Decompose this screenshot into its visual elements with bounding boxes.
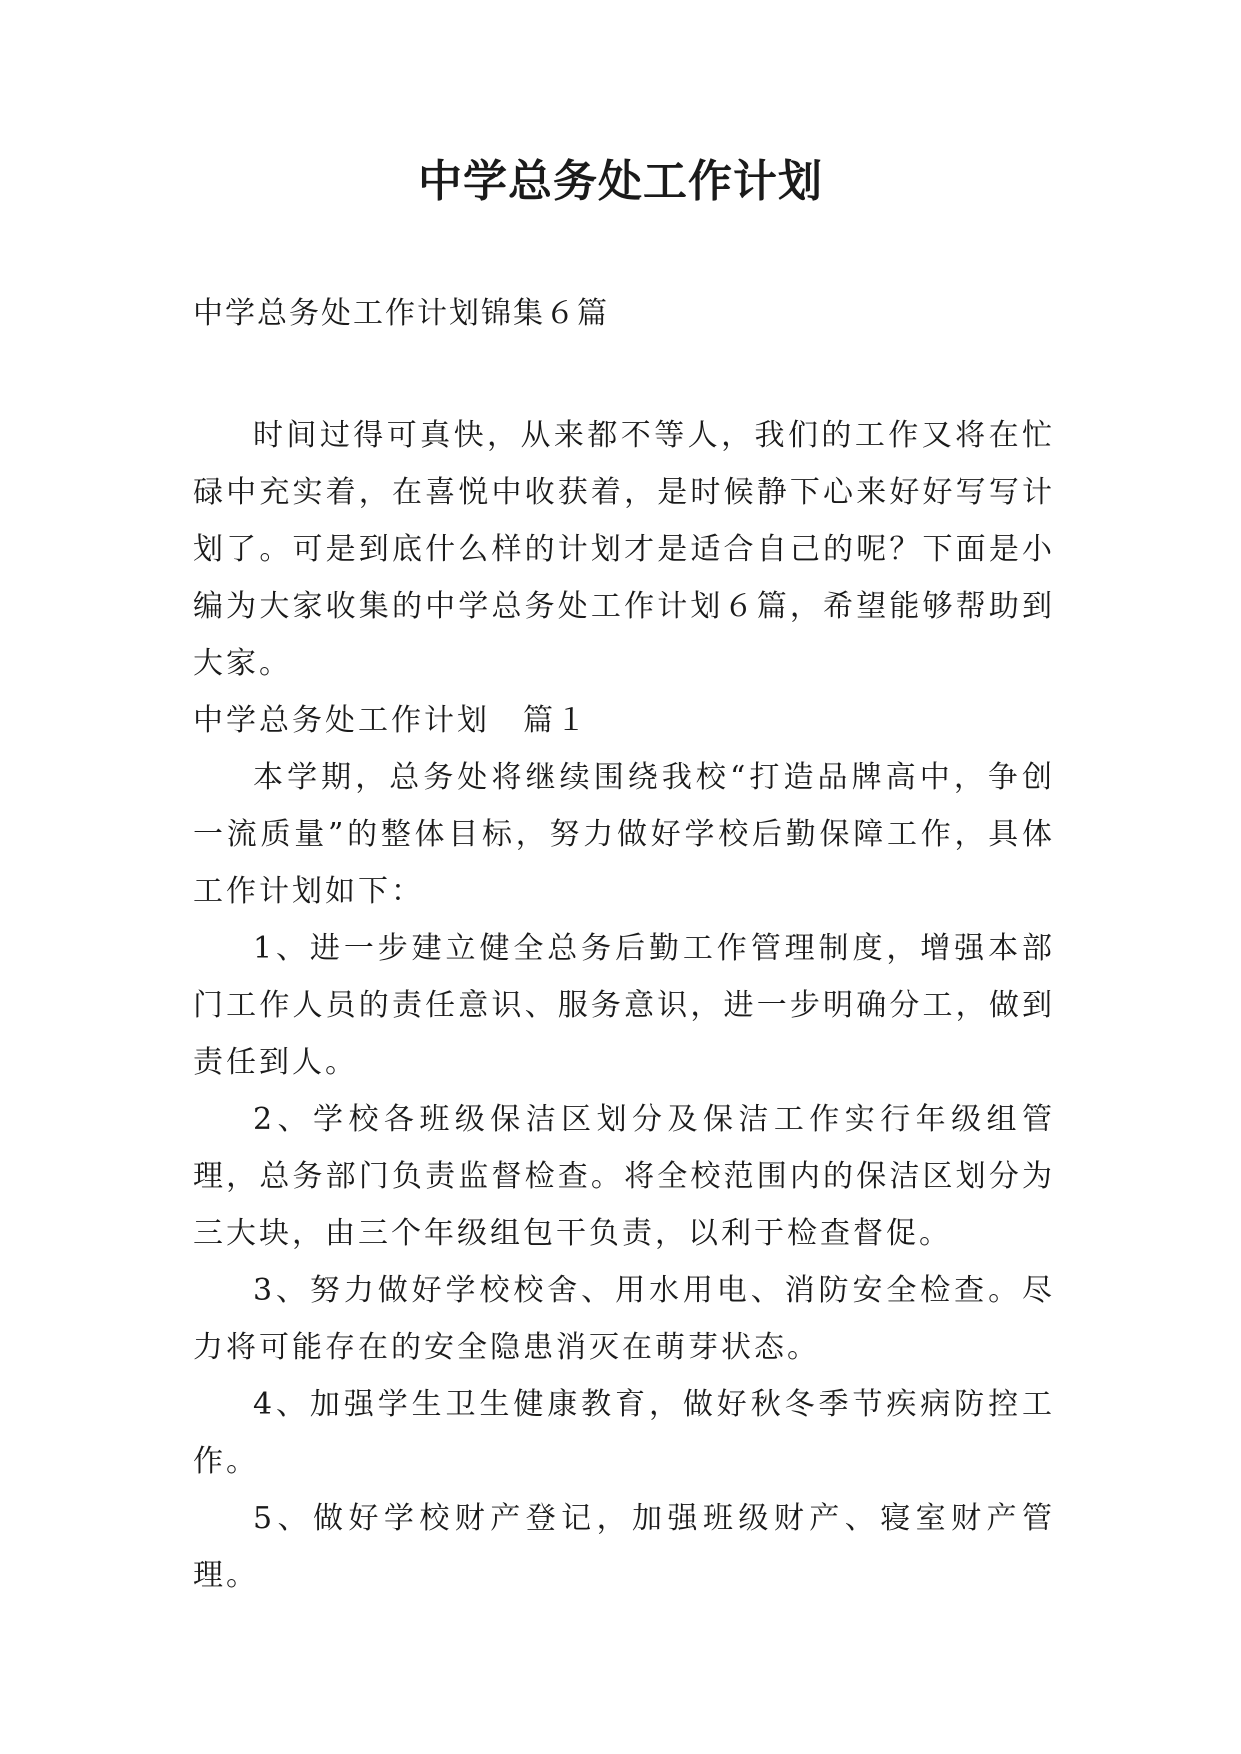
body-paragraph: 本学期，总务处将继续围绕我校“打造品牌高中，争创一流质量”的整体目标，努力做好学校后勤保障工作，具体工作计划如下： <box>193 760 1055 909</box>
section-heading: 中学总务处工作计划 篇１ <box>193 703 589 738</box>
document-title: 中学总务处工作计划 <box>418 156 823 207</box>
list-item-5: 5、做好学校财产登记，加强班级财产、寝室财产管理。 <box>193 1501 1055 1593</box>
intro-paragraph: 时间过得可真快，从来都不等人，我们的工作又将在忙碌中充实着，在喜悦中收获着，是时候静下心来好好写写计划了。可是到底什么样的计划才是适合自己的呢？下面是小编为大家收集的中学总务处工作计划６篇，希望能够帮助到大家。 <box>193 418 1055 681</box>
list-item-4: 4、加强学生卫生健康教育，做好秋冬季节疾病防控工作。 <box>193 1387 1055 1479</box>
list-item-1: 1、进一步建立健全总务后勤工作管理制度，增强本部门工作人员的责任意识、服务意识，进一步明确分工，做到责任到人。 <box>193 931 1055 1080</box>
document-body <box>193 407 1055 1604</box>
list-item-2: 2、学校各班级保洁区划分及保洁工作实行年级组管理，总务部门负责监督检查。将全校范围内的保洁区划分为三大块，由三个年级组包干负责，以利于检查督促。 <box>193 1102 1055 1251</box>
list-item-3: 3、努力做好学校校舍、用水用电、消防安全检查。尽力将可能存在的安全隐患消灭在萌芽状态。 <box>193 1273 1055 1365</box>
document-subtitle: 中学总务处工作计划锦集６篇 <box>193 296 609 331</box>
